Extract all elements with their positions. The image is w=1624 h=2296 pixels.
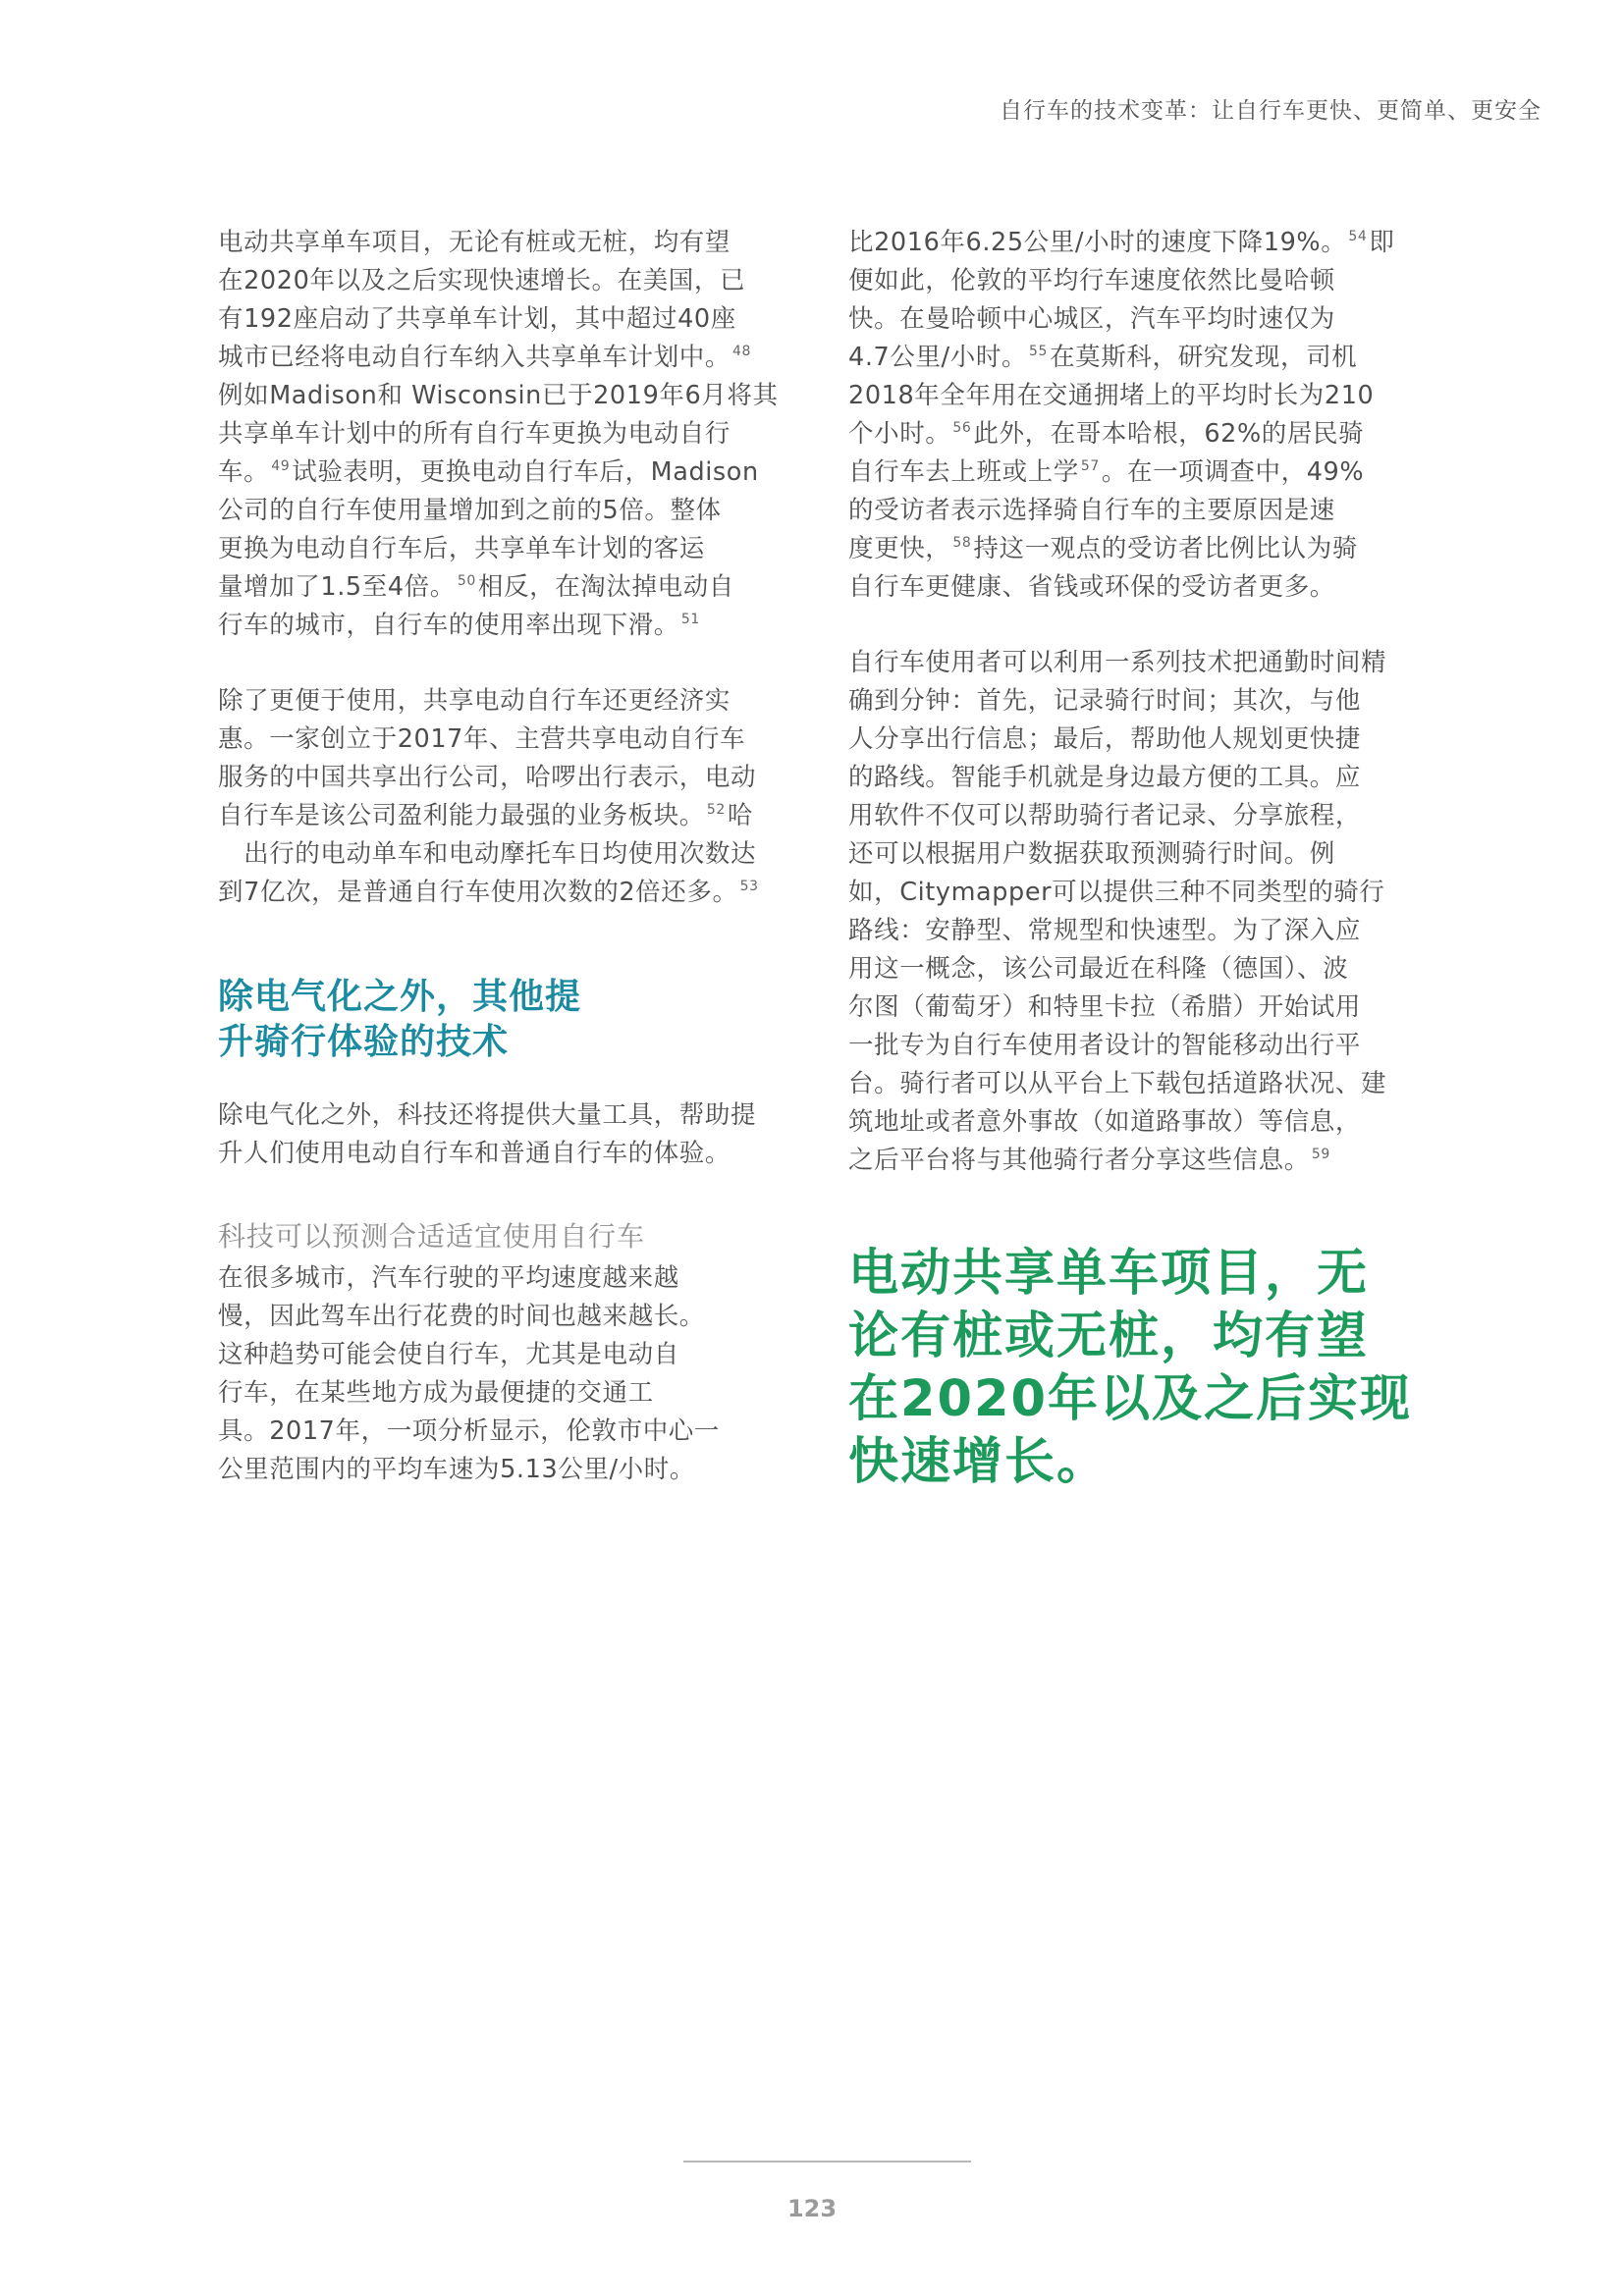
footnote-ref: 52 — [706, 802, 726, 818]
text-line — [848, 530, 1398, 568]
footnote-ref: 57 — [1080, 458, 1100, 474]
section-heading-line: 升骑行体验的技术 — [218, 1022, 510, 1062]
text-line — [848, 262, 1398, 300]
right-paragraph-1 — [848, 224, 1398, 607]
text-segment: 哈 — [727, 801, 754, 830]
text-segment: 确到分钟：首先，记录骑行时间；其次，与他 — [848, 686, 1362, 716]
text-segment: 一批专为自行车使用者设计的智能移动出行平 — [848, 1031, 1362, 1060]
text-line — [218, 224, 768, 262]
text-segment: 这种趋势可能会使自行车，尤其是电动自 — [218, 1340, 679, 1369]
text-segment: 4.7公里/小时。 — [848, 343, 1028, 372]
text-line — [848, 1142, 1398, 1180]
text-segment: 更换为电动自行车后，共享单车计划的客运 — [218, 534, 705, 563]
text-line — [218, 262, 768, 300]
text-segment: 公司的自行车使用量增加到之前的5倍。整体 — [218, 496, 722, 525]
text-line — [848, 415, 1398, 454]
text-line — [848, 988, 1398, 1027]
running-header: 自行车的技术变革：让自行车更快、更简单、更安全 — [1000, 98, 1542, 124]
text-line — [218, 1298, 768, 1336]
text-line — [848, 377, 1398, 415]
text-segment: 用软件不仅可以帮助骑行者记录、分享旅程， — [848, 801, 1362, 830]
text-segment: 的受访者表示选择骑自行车的主要原因是速 — [848, 496, 1335, 525]
text-segment: 即 — [1369, 228, 1395, 257]
text-segment: 有192座启动了共享单车计划，其中超过40座 — [218, 304, 736, 334]
text-line — [218, 759, 768, 797]
text-line — [848, 950, 1398, 988]
text-line — [218, 454, 768, 492]
text-line — [218, 377, 779, 415]
pull-quote-line: 快速增长。 — [848, 1433, 1110, 1491]
text-line — [848, 797, 1398, 835]
text-segment: 出行的电动单车和电动摩托车日均使用次数达 — [218, 839, 757, 869]
text-segment: 升人们使用电动自行车和普通自行车的体验。 — [218, 1139, 731, 1168]
footnote-ref: 59 — [1311, 1147, 1330, 1162]
text-segment: 在莫斯科，研究发现，司机 — [1050, 343, 1358, 372]
text-segment: 慢，因此驾车出行花费的时间也越来越长。 — [218, 1302, 705, 1331]
text-segment: 相反，在淘汰掉电动自 — [477, 572, 734, 602]
text-line — [218, 1374, 768, 1413]
subheading: 科技可以预测合适适宜使用自行车 — [218, 1220, 646, 1253]
text-line — [218, 530, 768, 568]
text-line — [848, 1027, 1398, 1065]
left-paragraph-4 — [218, 1259, 768, 1489]
text-segment: 尔图（葡萄牙）和特里卡拉（希腊）开始试用 — [848, 992, 1362, 1022]
text-line — [218, 1096, 768, 1135]
text-line — [848, 1065, 1398, 1103]
text-segment: 台。骑行者可以从平台上下载包括道路状况、建 — [848, 1069, 1387, 1098]
text-segment: 还可以根据用户数据获取预测骑行时间。例 — [848, 839, 1335, 869]
text-line — [218, 492, 768, 530]
text-line — [848, 759, 1398, 797]
text-segment: 例如Madison和 Wisconsin已于2019年6月将其 — [218, 381, 779, 410]
text-line — [848, 721, 1398, 759]
text-segment: 车。 — [218, 457, 270, 487]
text-segment: 个小时。 — [848, 419, 951, 449]
footnote-ref: 49 — [271, 458, 291, 474]
footer-divider — [683, 2161, 971, 2163]
text-segment: 惠。一家创立于2017年、主营共享电动自行车 — [218, 724, 746, 754]
text-segment: 自行车是该公司盈利能力最强的业务板块。 — [218, 801, 705, 830]
left-paragraph-2 — [218, 682, 768, 912]
footnote-ref: 50 — [457, 573, 476, 589]
text-segment: 此外，在哥本哈根，62%的居民骑 — [973, 419, 1365, 449]
text-segment: 除电气化之外，科技还将提供大量工具，帮助提 — [218, 1100, 757, 1130]
page-number: 123 — [786, 2195, 838, 2222]
text-segment: 之后平台将与其他骑行者分享这些信息。 — [848, 1146, 1310, 1175]
text-segment: 量增加了1.5至4倍。 — [218, 572, 456, 602]
text-line — [218, 874, 768, 912]
text-line — [848, 492, 1398, 530]
footnote-ref: 55 — [1029, 344, 1049, 359]
text-segment: 自行车去上班或上学 — [848, 457, 1079, 487]
text-line — [848, 568, 1398, 607]
section-heading-line: 除电气化之外，其他提 — [218, 977, 582, 1017]
text-segment: 用这一概念，该公司最近在科隆（德国）、波 — [848, 954, 1349, 984]
section-heading — [218, 975, 768, 1065]
text-segment: 。在一项调查中，49% — [1101, 457, 1365, 487]
footnote-ref: 51 — [680, 612, 700, 627]
text-line — [848, 912, 1398, 950]
text-line — [218, 300, 768, 339]
text-line — [218, 568, 768, 607]
text-segment: 自行车更健康、省钱或环保的受访者更多。 — [848, 572, 1335, 602]
text-line — [218, 339, 768, 377]
text-line — [848, 835, 1398, 874]
text-segment: 便如此，伦敦的平均行车速度依然比曼哈顿 — [848, 266, 1335, 295]
text-line — [848, 644, 1398, 682]
text-segment: 人分享出行信息；最后，帮助他人规划更快捷 — [848, 724, 1362, 754]
text-line — [218, 835, 768, 874]
text-segment: 城市已经将电动自行车纳入共享单车计划中。 — [218, 343, 731, 372]
text-segment: 在2020年以及之后实现快速增长。在美国，已 — [218, 266, 746, 295]
footnote-ref: 56 — [952, 420, 972, 436]
text-line — [218, 797, 768, 835]
text-line — [218, 721, 768, 759]
text-segment: 持这一观点的受访者比例比认为骑 — [973, 534, 1358, 563]
text-segment: 度更快， — [848, 534, 951, 563]
right-paragraph-2 — [848, 644, 1398, 1180]
text-segment: 公里范围内的平均车速为5.13公里/小时。 — [218, 1455, 695, 1484]
text-line — [218, 415, 768, 454]
text-segment: 行车，在某些地方成为最便捷的交通工 — [218, 1378, 654, 1408]
text-segment: 比2016年6.25公里/小时的速度下降19%。 — [848, 228, 1347, 257]
text-segment: 2018年全年用在交通拥堵上的平均时长为210 — [848, 381, 1375, 410]
text-line — [218, 1135, 768, 1173]
text-segment: 电动共享单车项目，无论有桩或无桩，均有望 — [218, 228, 731, 257]
text-line — [848, 224, 1398, 262]
pull-quote-line: 电动共享单车项目，无 — [848, 1245, 1370, 1303]
text-segment: 到7亿次，是普通自行车使用次数的2倍还多。 — [218, 878, 738, 907]
pull-quote-line: 在2020年以及之后实现 — [848, 1370, 1412, 1428]
text-line — [218, 682, 768, 721]
text-line — [848, 300, 1398, 339]
text-segment: 筑地址或者意外事故（如道路事故）等信息， — [848, 1107, 1362, 1137]
text-segment: 具。2017年，一项分析显示，伦敦市中心一 — [218, 1416, 720, 1446]
text-line — [848, 454, 1398, 492]
pull-quote-line: 论有桩或无桩，均有望 — [848, 1308, 1370, 1365]
text-line — [218, 607, 768, 645]
text-line — [848, 339, 1398, 377]
footnote-ref: 48 — [732, 344, 752, 359]
left-column — [218, 224, 779, 1489]
text-line — [848, 682, 1398, 721]
left-paragraph-3 — [218, 1096, 768, 1173]
text-segment: 如，Citymapper可以提供三种不同类型的骑行 — [848, 878, 1385, 907]
text-segment: 试验表明，更换电动自行车后，Madison — [292, 457, 759, 487]
text-segment: 路线：安静型、常规型和快速型。为了深入应 — [848, 916, 1362, 945]
text-line — [218, 1451, 768, 1489]
text-segment: 服务的中国共享出行公司，哈啰出行表示，电动 — [218, 763, 757, 792]
text-line — [848, 1103, 1398, 1142]
text-segment: 在很多城市，汽车行驶的平均速度越来越 — [218, 1263, 679, 1293]
left-paragraph-1 — [218, 224, 779, 645]
text-segment: 的路线。智能手机就是身边最方便的工具。应 — [848, 763, 1362, 792]
text-segment: 共享单车计划中的所有自行车更换为电动自行 — [218, 419, 731, 449]
right-column — [848, 224, 1412, 1494]
text-line — [218, 1336, 768, 1374]
pull-quote — [848, 1243, 1412, 1494]
footnote-ref: 53 — [739, 879, 759, 894]
text-segment: 行车的城市，自行车的使用率出现下滑。 — [218, 611, 679, 640]
text-segment: 快。在曼哈顿中心城区，汽车平均时速仅为 — [848, 304, 1335, 334]
text-segment: 除了更便于使用，共享电动自行车还更经济实 — [218, 686, 731, 716]
text-segment: 自行车使用者可以利用一系列技术把通勤时间精 — [848, 648, 1387, 677]
text-line — [218, 1259, 768, 1298]
text-line — [848, 874, 1398, 912]
footnote-ref: 58 — [952, 535, 972, 551]
footnote-ref: 54 — [1348, 229, 1368, 244]
text-line — [218, 1413, 768, 1451]
